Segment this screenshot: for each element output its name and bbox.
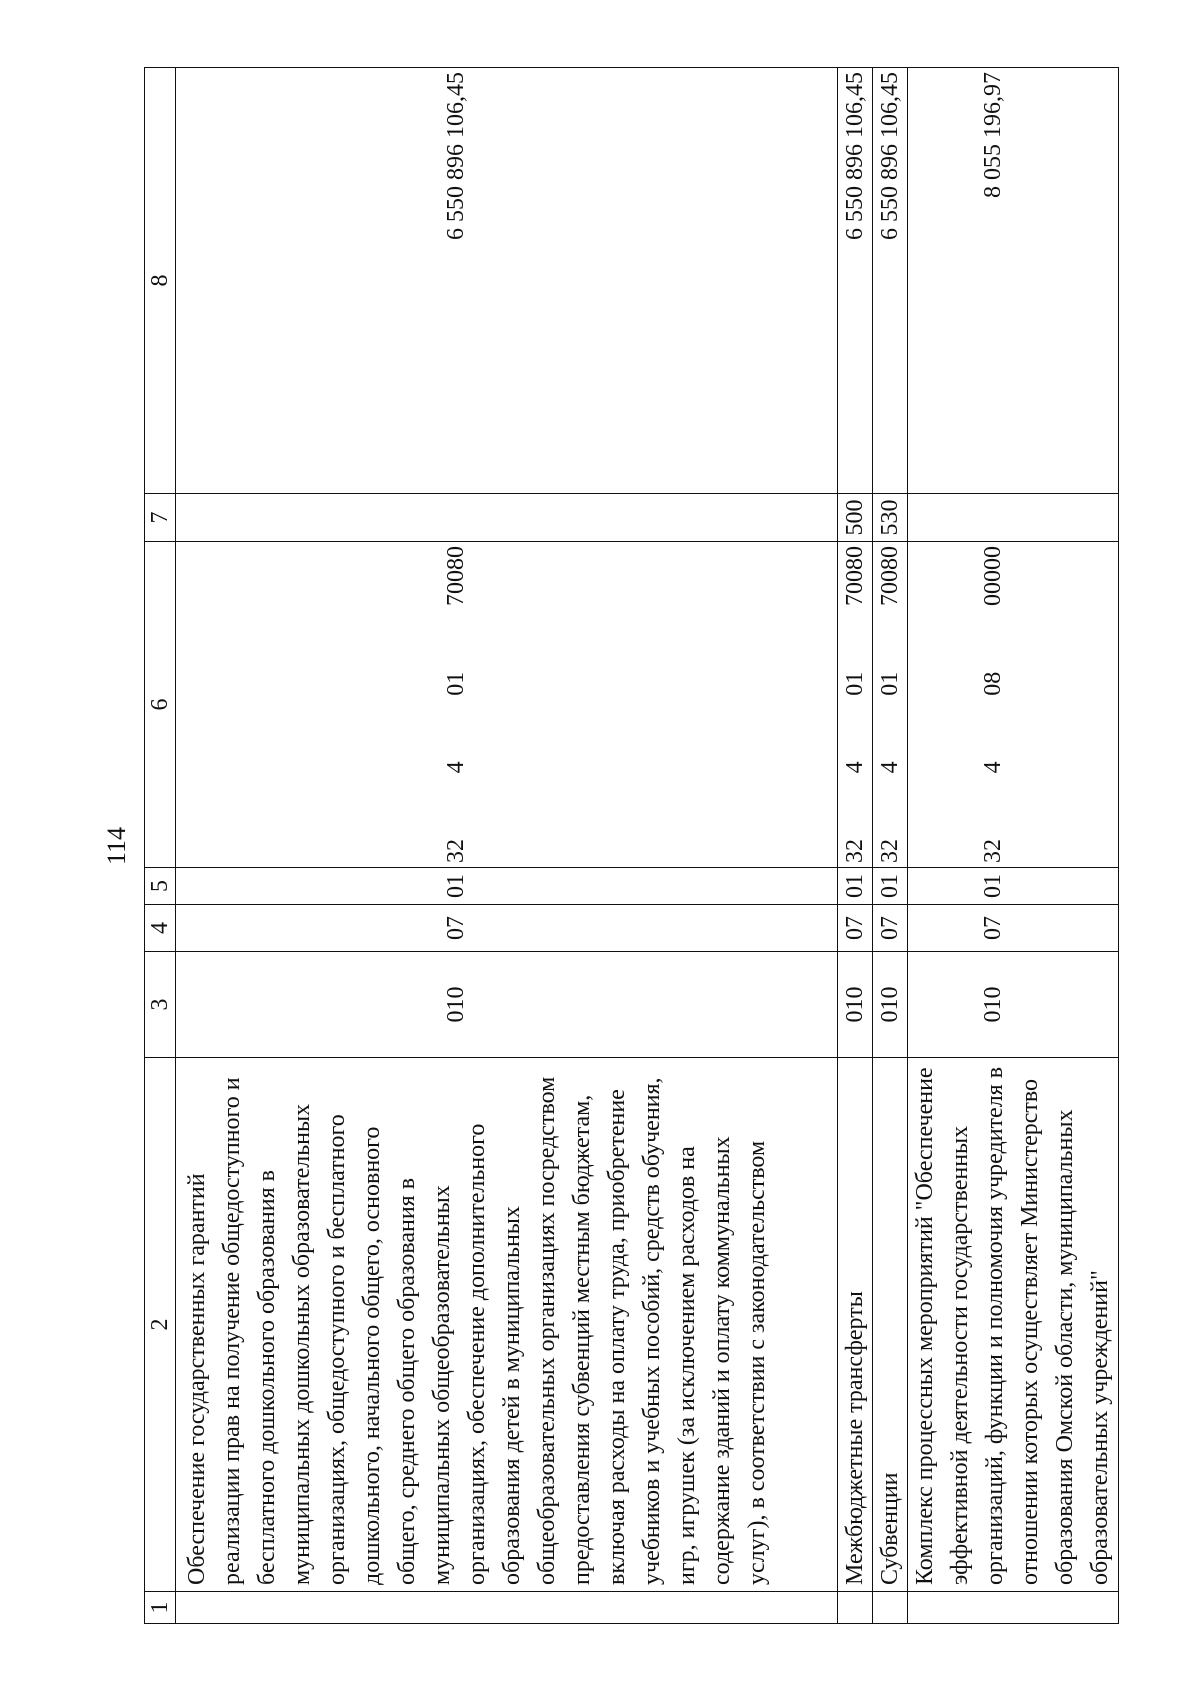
page-number: 114 [102, 826, 131, 866]
subprogram-code: 4 [877, 761, 903, 774]
subprogram-code: 4 [842, 761, 868, 774]
expense-type-code [176, 494, 838, 542]
row-col1-cell [176, 1592, 838, 1624]
program-code: 32 [443, 839, 469, 863]
program-code: 32 [877, 839, 903, 863]
table-row [873, 68, 908, 1624]
subsection-code: 01 [176, 868, 838, 905]
table-row [176, 68, 838, 1624]
ministry-code: 010 [176, 952, 838, 1058]
section-code: 07 [838, 905, 873, 952]
activity-code: 01 [842, 671, 868, 696]
budget-table [144, 67, 1119, 1624]
direction-code: 70080 [877, 546, 903, 607]
column-header-4: 4 [145, 905, 176, 952]
subprogram-code: 4 [443, 761, 469, 774]
expense-description: Субвенции [873, 1058, 908, 1592]
target-article-code [908, 542, 1119, 868]
column-header-8: 8 [145, 68, 176, 494]
amount: 6 550 896 106,45 [873, 68, 908, 494]
program-code: 32 [842, 839, 868, 863]
amount: 6 550 896 106,45 [838, 68, 873, 494]
expense-type-code [908, 494, 1119, 542]
expense-type-code: 530 [873, 494, 908, 542]
row-col1-cell [873, 1592, 908, 1624]
activity-code: 01 [877, 671, 903, 696]
section-code: 07 [176, 905, 838, 952]
amount: 8 055 196,97 [908, 68, 1119, 494]
direction-code: 70080 [842, 546, 868, 607]
column-header-2: 2 [145, 1058, 176, 1592]
expense-description: Межбюджетные трансферты [838, 1058, 873, 1592]
target-article-code [838, 542, 873, 868]
table-row [838, 68, 873, 1624]
ministry-code: 010 [873, 952, 908, 1058]
amount: 6 550 896 106,45 [176, 68, 838, 494]
target-article-code [873, 542, 908, 868]
section-code: 07 [908, 905, 1119, 952]
ministry-code: 010 [908, 952, 1119, 1058]
rotated-table-container [144, 68, 1113, 1624]
direction-code: 00000 [980, 546, 1006, 607]
section-code: 07 [873, 905, 908, 952]
direction-code: 70080 [443, 546, 469, 607]
column-number-row [145, 68, 176, 1624]
column-header-7: 7 [145, 494, 176, 542]
column-header-3: 3 [145, 952, 176, 1058]
activity-code: 01 [443, 671, 469, 696]
row-col1-cell [838, 1592, 873, 1624]
column-header-1: 1 [145, 1592, 176, 1624]
column-header-5: 5 [145, 868, 176, 905]
activity-code: 08 [980, 671, 1006, 696]
subsection-code: 01 [873, 868, 908, 905]
budget-table-frame [144, 68, 1113, 1624]
table-row [908, 68, 1119, 1624]
program-code: 32 [980, 839, 1006, 863]
ministry-code: 010 [838, 952, 873, 1058]
subprogram-code: 4 [980, 761, 1006, 774]
expense-description: Комплекс процессных мероприятий "Обеспечение эффективной деятельности государственных организаций, функции и полномочия учредителя в отношении которых осуществляет Министерство образования Омской области, муниципальных образовательных учреждений" [908, 1058, 1119, 1592]
subsection-code: 01 [908, 868, 1119, 905]
row-col1-cell [908, 1592, 1119, 1624]
expense-type-code: 500 [838, 494, 873, 542]
target-article-code [176, 542, 838, 868]
column-header-6: 6 [145, 542, 176, 868]
subsection-code: 01 [838, 868, 873, 905]
expense-description: Обеспечение государственных гарантий реализации прав на получение общедоступного и бесплатного дошкольного образования в муниципальных дошкольных образовательных организациях, общедоступного и бесплатного дошкольного, начального общего, основного общего, среднего общего образования в муниципальных общеобразовательных организациях, обеспечение дополнительного образования детей в муниципальных общеобразовательных организациях посредством предоставления субвенций местным бюджетам, включая расходы на оплату труда, приобретение учебников и учебных пособий, средств обучения, игр, игрушек (за исключением расходов на содержание зданий и оплату коммунальных услуг), в соответствии с законодательством [176, 1058, 838, 1592]
